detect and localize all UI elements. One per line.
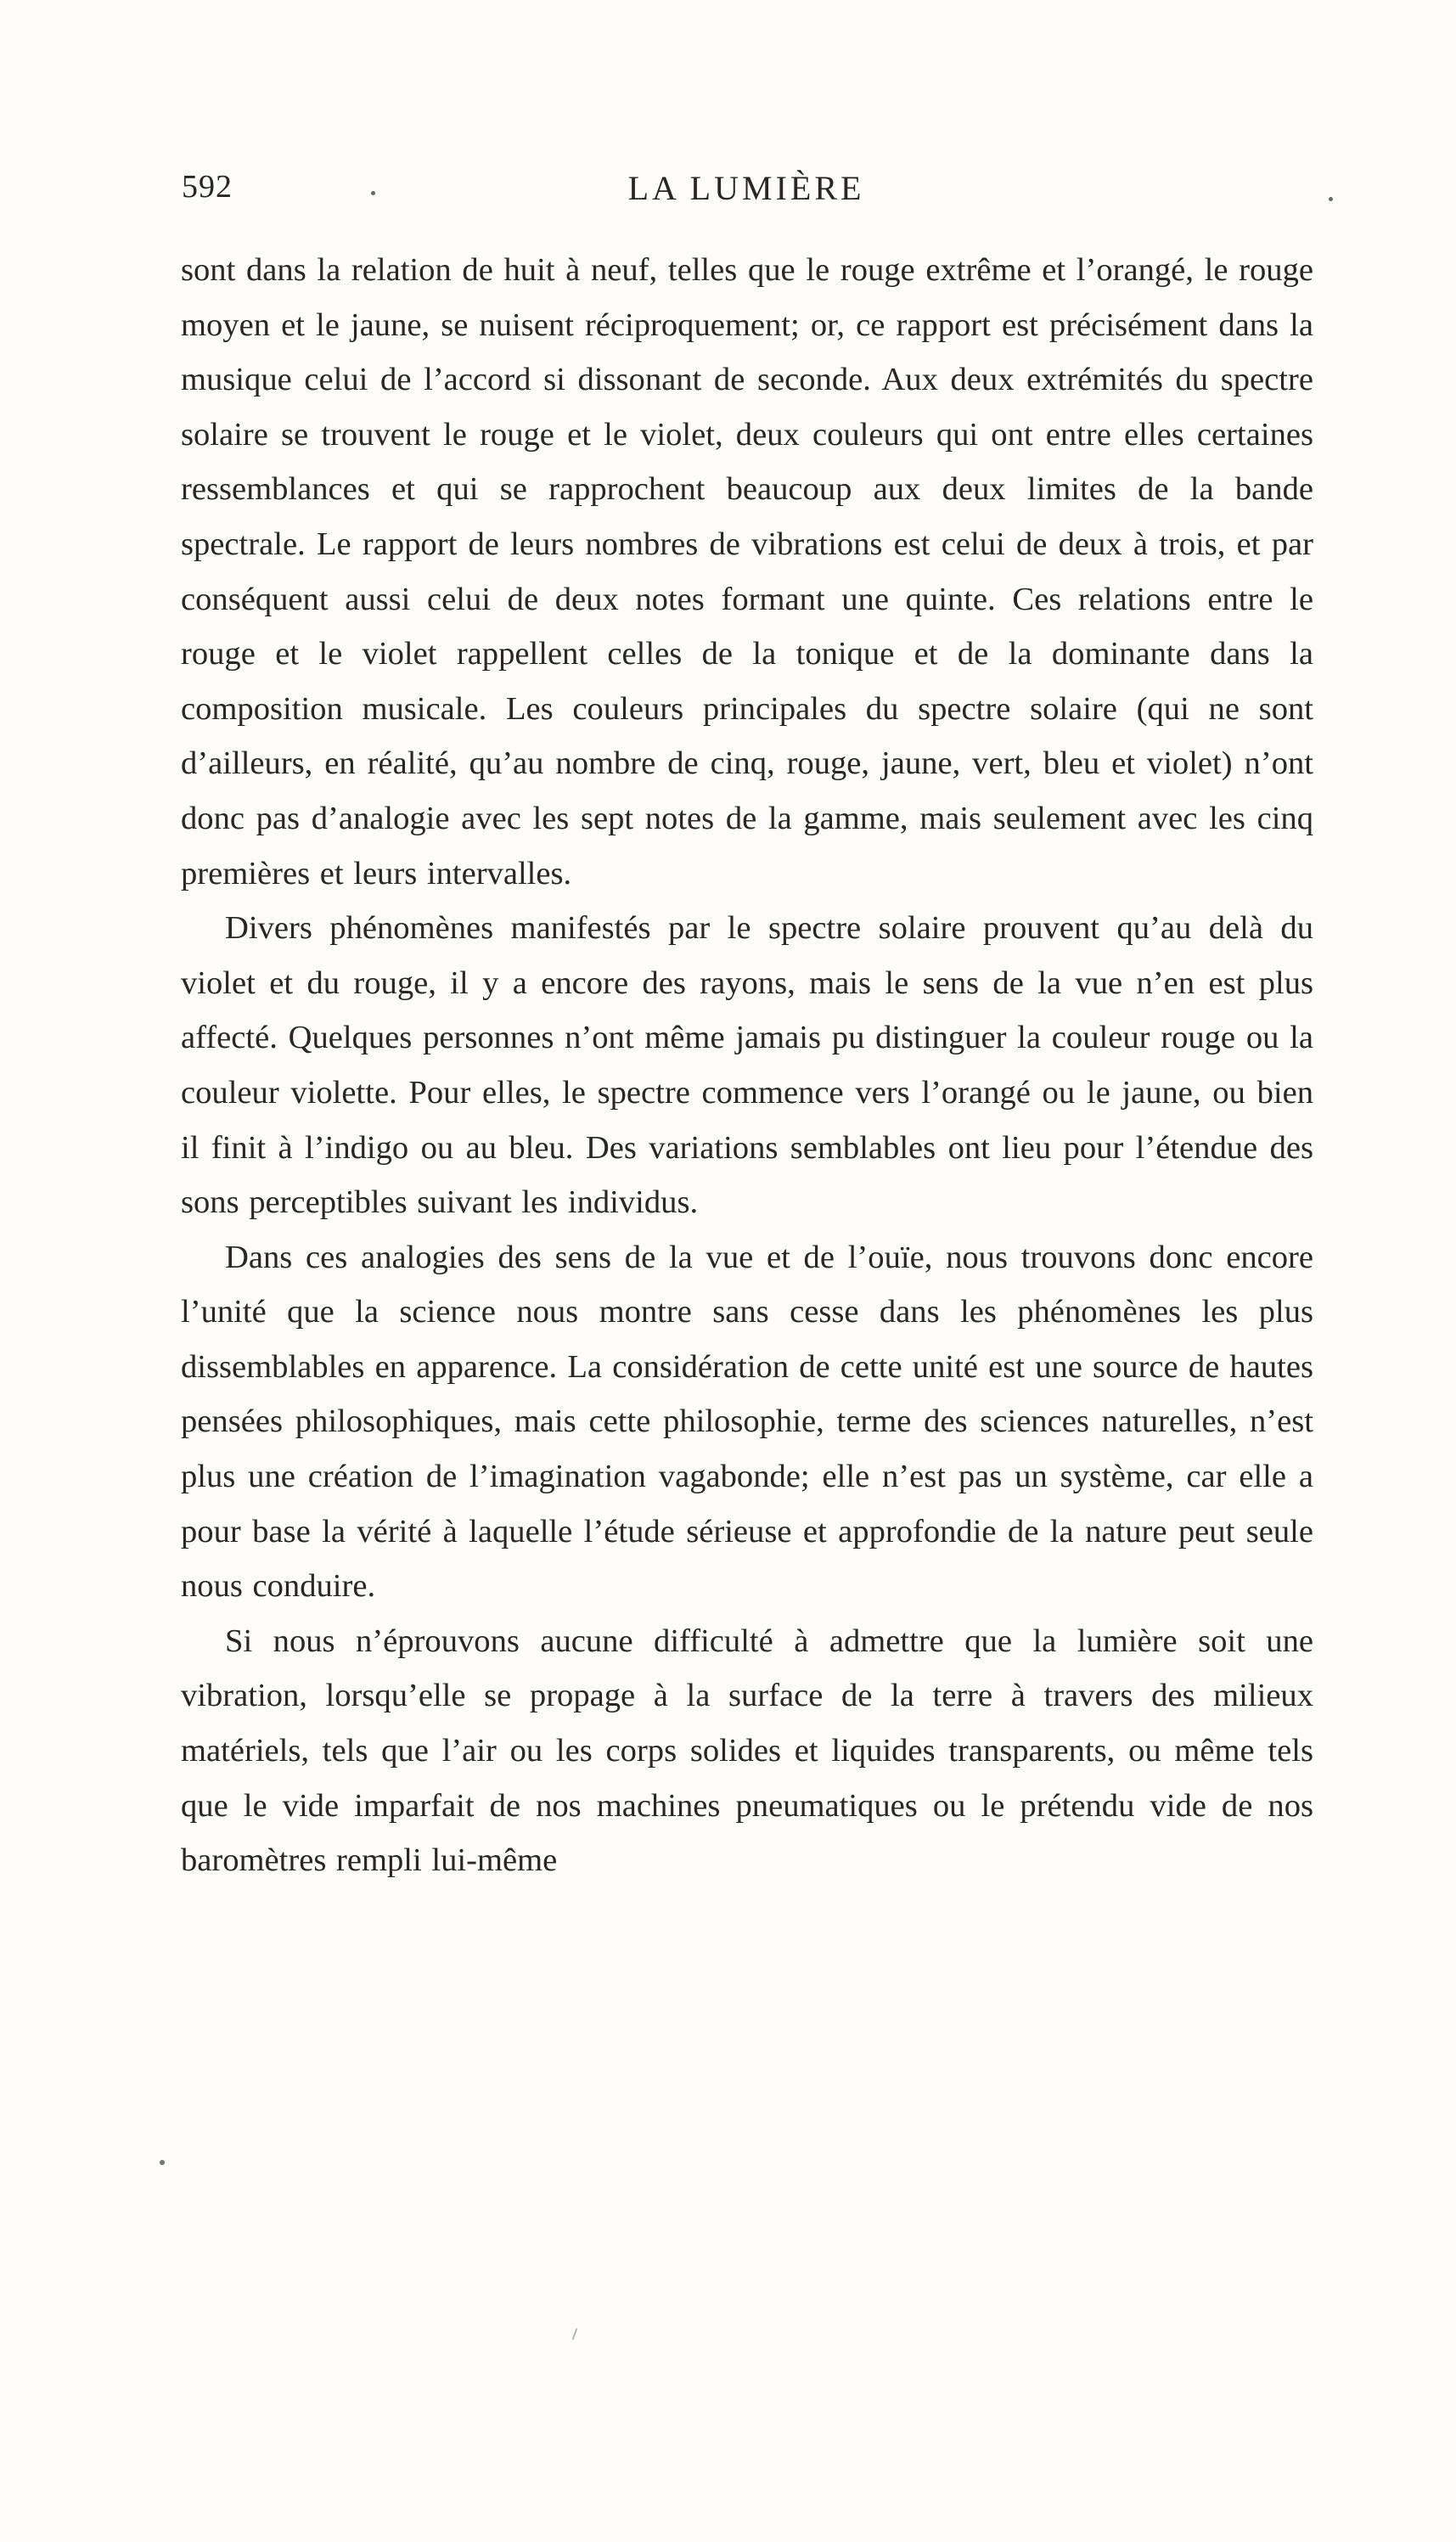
header-dot-left — [371, 191, 375, 195]
body-text — [181, 243, 1313, 1888]
paper-speck — [572, 2328, 578, 2340]
paragraph-1: sont dans la relation de huit à neuf, telles que le rouge extrême et l’orangé, le rouge moyen et le jaune, se nuisent réciproquement; or, ce rapport est précisément dans la musique celui de l’accord si dissonant de seconde. Aux deux extrémités du spectre solaire se trouvent le rouge et le violet, deux couleurs qui ont entre elles certaines ressemblances et qui se rapprochent beaucoup aux deux limites de la bande spectrale. Le rapport de leurs nombres de vibrations est celui de deux à trois, et par conséquent aussi celui de deux notes formant une quinte. Ces relations entre le rouge et le violet rappellent celles de la tonique et de la dominante dans la composition musicale. Les couleurs principales du spectre solaire (qui ne sont d’ailleurs, en réalité, qu’au nombre de cinq, rouge, jaune, vert, bleu et violet) n’ont donc pas d’analogie avec les sept notes de la gamme, mais seulement avec les cinq premières et leurs intervalles. — [181, 252, 1313, 891]
margin-mark — [160, 2160, 165, 2165]
paragraph-4: Si nous n’éprouvons aucune difficulté à admettre que la lumière soit une vibration, lorsqu’elle se propage à la surface de la terre à travers des milieux matériels, tels que l’air ou les corps solides et liquides transparents, ou même tels que le vide imparfait de nos machines pneumatiques ou le prétendu vide de nos baromètres rempli lui-même — [181, 1622, 1313, 1879]
paragraph-3: Dans ces analogies des sens de la vue et de l’ouïe, nous trouvons donc encore l’unité que la science nous montre sans cesse dans les phénomènes les plus dissemblables en apparence. La considération de cette unité est une source de hautes pensées philosophiques, mais cette philosophie, terme des sciences naturelles, n’est plus une création de l’imagination vagabonde; elle n’est pas un système, car elle a pour base la vérité à laquelle l’étude sérieuse et approfondie de la nature peut seule nous conduire. — [181, 1239, 1313, 1605]
paragraph-2: Divers phénomènes manifestés par le spectre solaire prouvent qu’au delà du violet et du rouge, il y a encore des rayons, mais le sens de la vue n’en est plus affecté. Quelques personnes n’ont même jamais pu distinguer la couleur rouge ou la couleur violette. Pour elles, le spectre commence vers l’orangé ou le jaune, ou bien il finit à l’indigo ou au bleu. Des variations semblables ont lieu pour l’étendue des sons perceptibles suivant les individus. — [181, 910, 1313, 1221]
header-dot-right — [1329, 197, 1333, 201]
page-number: 592 — [182, 169, 233, 205]
page-header — [182, 168, 1311, 219]
running-title: LA LUMIÈRE — [627, 169, 865, 207]
